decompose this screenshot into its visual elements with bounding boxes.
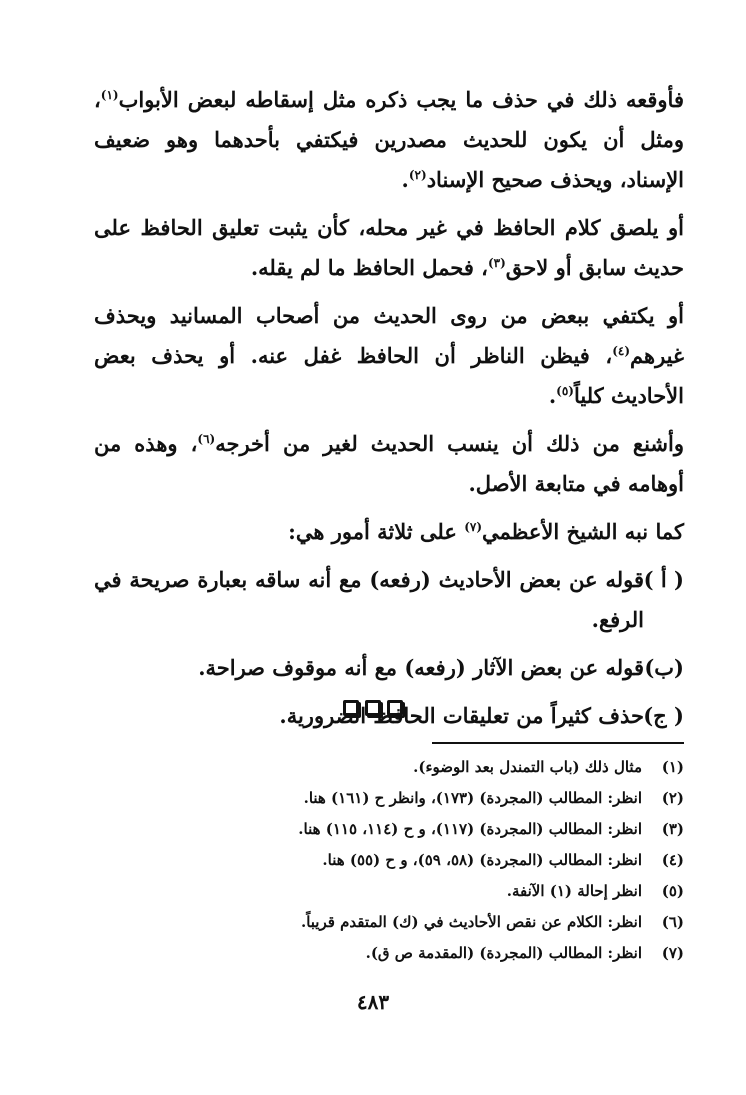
square-ornament-icon xyxy=(343,700,359,716)
list-item-a xyxy=(94,560,684,640)
footnote-number: (٦) xyxy=(661,913,684,931)
footnote-ref-4: (٤) xyxy=(612,344,631,358)
text-run: على ثلاثة أمور هي: xyxy=(288,519,465,544)
footnote-ref-6: (٦) xyxy=(197,432,216,446)
text-run: كما نبه الشيخ الأعظمي xyxy=(482,519,684,544)
footnote-7 xyxy=(84,938,684,969)
footnote-ref-7: (٧) xyxy=(464,520,483,534)
list-item-b xyxy=(94,648,684,688)
footnote-2 xyxy=(84,783,684,814)
footnote-number: (٧) xyxy=(661,944,684,962)
text-run: ، وهذه من أوهامه في متابعة الأصل. xyxy=(94,431,684,496)
paragraph-3 xyxy=(94,296,684,416)
footnote-text: انظر: المطالب (المجردة) (١١٧)، و ح (١١٤، ١١٥) هنا. xyxy=(298,820,642,838)
text-run: فأوقعه ذلك في حذف ما يجب ذكره مثل إسقاطه لبعض الأبواب xyxy=(118,87,684,112)
footnote-rule xyxy=(432,742,684,744)
footnote-ref-3: (٣) xyxy=(487,256,506,270)
footnote-3 xyxy=(84,814,684,845)
list-item-text: قوله عن بعض الآثار (رفعه) مع أنه موقوف صراحة. xyxy=(198,655,644,680)
section-divider xyxy=(0,700,746,716)
text-run: وأشنع من ذلك أن ينسب الحديث لغير من أخرجه xyxy=(215,431,685,456)
square-ornament-icon xyxy=(387,700,403,716)
footnote-text: انظر: الكلام عن نقص الأحاديث في (ك) المتقدم قريباً. xyxy=(300,913,642,931)
page-number: ٤٨٣ xyxy=(356,990,390,1014)
list-marker: ( أ ) xyxy=(643,567,684,592)
text-run: . xyxy=(548,383,557,408)
list-marker: ( ج) xyxy=(643,703,684,728)
paragraph-2 xyxy=(94,208,684,288)
footnote-ref-5: (٥) xyxy=(556,384,574,398)
footnotes xyxy=(84,752,684,969)
text-run: أو يلصق كلام الحافظ في غير محله، كأن يثبت تعليق الحافظ على حديث سابق أو لاحق xyxy=(94,215,684,280)
text-run: ، فيظن الناظر أن الحافظ غفل عنه. أو يحذف بعض الأحاديث كلياً xyxy=(94,343,684,408)
footnote-1 xyxy=(84,752,684,783)
footnote-number: (١) xyxy=(661,758,684,776)
list-item-text: حذف كثيراً من تعليقات الحافظ الضرورية. xyxy=(279,703,644,728)
paragraph-4 xyxy=(94,424,684,504)
footnote-4 xyxy=(84,845,684,876)
list-marker: (ب) xyxy=(644,655,684,680)
footnote-6 xyxy=(84,907,684,938)
footnote-text: انظر: المطالب (المجردة) (١٧٣)، وانظر ح (١٦١) هنا. xyxy=(303,789,642,807)
square-ornament-icon xyxy=(365,700,381,716)
paragraph-1 xyxy=(94,80,684,200)
footnote-ref-1: (١) xyxy=(100,88,119,102)
footnote-text: مثال ذلك (باب التمندل بعد الوضوء). xyxy=(413,758,642,776)
footnote-number: (٢) xyxy=(661,789,684,807)
list-item-text: قوله عن بعض الأحاديث (رفعه) مع أنه ساقه بعبارة صريحة في الرفع. xyxy=(94,567,644,632)
main-text xyxy=(94,80,684,744)
footnote-number: (٥) xyxy=(661,882,684,900)
footnote-ref-2: (٢) xyxy=(408,168,427,182)
footnote-number: (٣) xyxy=(661,820,684,838)
text-run: أو يكتفي ببعض من روى الحديث من أصحاب المسانيد ويحذف غيرهم xyxy=(94,303,684,368)
text-run: ، فحمل الحافظ ما لم يقله. xyxy=(250,255,488,280)
footnote-5 xyxy=(84,876,684,907)
text-run: ، ومثل أن يكون للحديث مصدرين فيكتفي بأحدهما وهو ضعيف الإسناد، ويحذف صحيح الإسناد xyxy=(94,87,684,192)
footnote-text: انظر: المطالب (المجردة) (٥٨، ٥٩)، و ح (٥٥) هنا. xyxy=(322,851,642,869)
footnote-text: انظر إحالة (١) الآنفة. xyxy=(506,882,642,900)
text-run: . xyxy=(401,167,409,192)
footnote-number: (٤) xyxy=(661,851,684,869)
paragraph-5 xyxy=(94,512,684,552)
footnote-text: انظر: المطالب (المجردة) (المقدمة ص ق). xyxy=(365,944,642,962)
